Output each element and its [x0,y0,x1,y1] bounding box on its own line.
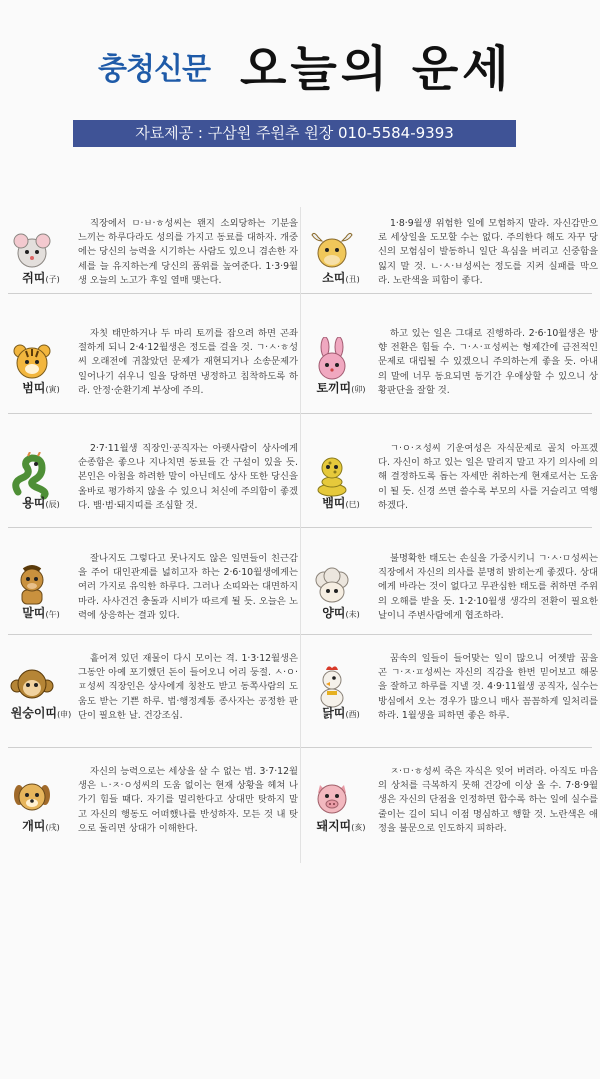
ox-icon [308,227,356,275]
pig-icon [308,775,356,823]
animal-name: 말띠 [22,606,46,620]
animal-hanja: (酉) [345,710,360,719]
animal-hanja: (戌) [45,823,60,832]
animal-name: 원숭이띠 [10,706,58,720]
rat-icon [8,227,56,275]
animal-hanja: (丑) [345,275,360,284]
animal-name: 닭띠 [322,706,346,720]
fortune-text: 자칫 태만하거나 두 마리 토끼를 잡으려 하면 곤좌절하게 되니 2·4·12월생은 정도를 걸을 것. ㄱ·ㅅ·ㅎ성씨 오래전에 귀찮았던 문제가 재현되거나 소송문제가 일어나기 쉬우니 일을 당하면 냉정하고 침착하도록 하라. 안정·순환기계 부상에 주의. [78,328,298,396]
fortune-text: 직장에서 ㅁ·ㅂ·ㅎ성씨는 왠지 소외당하는 기분을 느끼는 하루다라도 성의를 가지고 동료를 대하자. 개중에는 당신의 능력을 시기하는 사람도 있으니 겸손한 자세를 늘 유지하는게 당신의 품위를 높여준다. 1·3·9월생 오늘의 노고가 후일 열매 맺는다. [78,218,298,286]
animal-hanja: (巳) [345,500,360,509]
sheep-icon [308,562,356,610]
animal-name: 뱀띠 [322,496,346,510]
animal-hanja: (申) [57,710,72,719]
rooster-icon [308,662,356,710]
fortune-text: 불명확한 태도는 손실을 가중시키니 ㄱ·ㅅ·ㅁ성씨는 직장에서 자신의 의사를 분명히 밝히는게 좋겠다. 상대에게 바라는 것이 없다고 무관심한 태도를 취하면 주위의 오해를 받을 듯. 1·2·10월생 생각의 전환이 필요한 날이니 주변사람에게 협조하라. [378,553,598,621]
fortune-text: 자신의 능력으로는 세상을 살 수 없는 법. 3·7·12월생은 ㄴ·ㅈ·ㅇ성씨의 도움 없이는 현재 상황을 헤쳐 나가기 힘들 때다. 자기를 멀리한다고 상대만 탓하지 말고 자신의 행동도 어떠했나를 반성하자. 모든 것 내 탓으로 돌리면 상대가 이해한다. [78,766,298,834]
column-divider [300,207,301,863]
dragon-icon [8,452,56,500]
animal-hanja: (午) [45,610,60,619]
page-title: 오늘의 운세 [240,41,513,97]
fortune-text: 2·7·11월생 직장인·공직자는 아랫사람이 상사에게 순종함은 좋으나 지나치면 동료들 간 구설이 있을 듯. 본인은 아첨을 하려한 말이 아닌데도 상사 또한 당신을 올바로 평가하지 않을 수 있으니 처신에 주의함이 좋겠다. 뱀·범·돼지띠를 조심할 것. [78,443,298,511]
animal-name: 쥐띠 [22,271,46,285]
animal-hanja: (卯) [351,385,366,394]
animal-name: 소띠 [322,271,346,285]
animal-hanja: (未) [345,610,360,619]
dog-icon [8,775,56,823]
animal-name: 범띠 [22,381,46,395]
rabbit-icon [308,337,356,385]
masthead [0,28,600,108]
animal-name: 토끼띠 [316,381,352,395]
monkey-icon [8,662,56,710]
animal-name: 개띠 [22,819,46,833]
credit-banner: 자료제공 : 구삼원 주원추 원장 010-5584-9393 [73,120,516,147]
animal-name: 돼지띠 [316,819,352,833]
fortune-text: 잘나지도 그렇다고 못나지도 않은 일면들이 친근감을 주어 대인관계를 넓히고자 하는 2·6·10월생에게는 여러 가지로 유익한 하루다. 그러나 소띠와는 대면하지 마라. 사사건건 충돌과 시비가 따르게 될 듯. 오늘은 노력에 상응하는 결과 있다. [78,553,298,621]
fortune-text: 1·8·9월생 위험한 일에 모험하지 말라. 자신감만으로 세상일을 도모할 수는 없다. 주의한다 해도 자꾸 당신의 모험심이 발동하니 일단 욕심을 버리고 신중함을 잃지 말 것. ㄴ·ㅅ·ㅂ성씨는 정도를 지켜 실패를 막으라. 노란색을 피함이 좋다. [378,218,598,286]
fortune-text: 하고 있는 일은 그대로 진행하라. 2·6·10월생은 방향 전환은 힘들 수. ㄱ·ㅅ·ㅍ성씨는 형제간에 금전적인 문제로 대립될 수 있겠으니 주의하는게 좋을 듯. 아내의 말에 너무 동요되면 동기간 우애상할 수 있으니 상황판단을 잘할 것. [378,328,598,396]
animal-name: 양띠 [322,606,346,620]
fortune-text: 꿈속의 일들이 들어맞는 일이 많으니 어젯밤 꿈을 곤 ㄱ·ㅈ·ㅍ성씨는 자신의 직감을 한번 믿어보고 해몽을 잘하고 하루를 지낼 것. 4·9·11월생 공직자, 실수는 방심에서 오는 경우가 많으니 매사 꼼꼼하게 일처리를 하라. 1월생을 피하면 좋은 하루. [378,653,598,721]
fortune-text: ㄱ·ㅇ·ㅈ성씨 기운여성은 자식문제로 골치 아프겠다. 자신이 하고 있는 일은 말리지 말고 자기 의사에 의해 결정하도록 돕는 자세만 취하는게 현재로서는 도움이 될 듯. 신경 쓰면 쓸수록 부모의 사를 거슬리고 역행하겠다. [378,443,598,511]
animal-hanja: (子) [45,275,60,284]
fortune-text: ㅈ·ㅁ·ㅎ성씨 죽은 자식은 잊어 버려라. 아직도 마음의 상처를 극복하지 못해 건강에 이상 올 수. 7·8·9월생은 자신의 단점을 인정하면 합수록 하는 일에 실수를 줄이는 길이 되니 이점 명심하고 행할 것. 노란색은 애정을 불문으로 인도하지 피하라. [378,766,598,834]
animal-name: 용띠 [22,496,46,510]
horse-icon [8,562,56,610]
fortune-text: 흩어져 있던 재물이 다시 모이는 격. 1·3·12월생은 그동안 아예 포기했던 돈이 들어오니 어리 둥절. ㅅ·ㅇ·ㅍ성씨 직장인은 상사에게 칭찬도 받고 동쪽사람의 도움도 받는 기쁜 하루. 법·행정계통 종사자는 공정한 판단이 필요한 날. 건강조심. [78,653,298,721]
animal-hanja: (辰) [45,500,60,509]
animal-badge [8,217,74,285]
tiger-icon [8,337,56,385]
newspaper-brand: 충청신문 [98,52,210,87]
snake-icon [308,452,356,500]
animal-hanja: (亥) [351,823,366,832]
animal-hanja: (寅) [45,385,60,394]
